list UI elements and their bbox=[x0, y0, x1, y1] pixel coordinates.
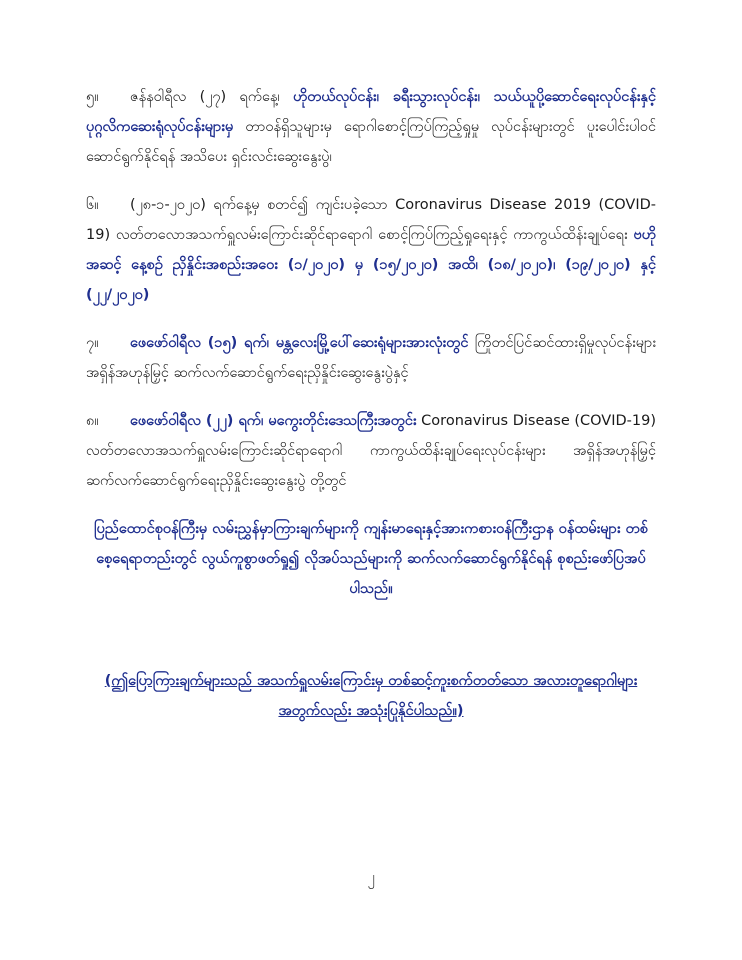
paragraph-number: ၆။ bbox=[86, 197, 99, 213]
highlighted-text: ဖေဖော်ဝါရီလ (၁၅) ရက်၊ မန္တလေးမြို့ပေါ်ဆေးရုံများအားလုံးတွင် bbox=[130, 335, 469, 351]
body-text: ဇန်နဝါရီလ (၂၇) ရက်နေ့၊ bbox=[130, 89, 294, 105]
paragraph-1 bbox=[86, 82, 656, 172]
highlighted-text: ဗဟိုအဆင့် နေ့စဉ် ညှိနှိုင်းအစည်းအဝေး (၁/၂၀၂၀) မှ (၁၅/၂၀၂၀) အထိ၊ (၁၈/၂၀၂၀)၊ (၁၉/၂၀၂၀) နှင့် (၂၂/၂၀၂၀) bbox=[86, 227, 656, 303]
paragraph-number: ၈။ bbox=[86, 413, 99, 429]
paragraph-2 bbox=[86, 190, 656, 310]
paragraph-number: ၅။ bbox=[86, 89, 99, 105]
paragraph-number: ၇။ bbox=[86, 335, 99, 351]
body-text: Coronavirus Disease (COVID-19) လတ်တလောအသက်ရှူလမ်းကြောင်းဆိုင်ရာရောဂါ ကာကွယ်ထိန်းချုပ်ရေးလုပ်ငန်းများ အရှိန်အဟုန်မြှင့် ဆက်လက်ဆောင်ရွက်ရေးညှိနှိုင်းဆွေးနွေးပွဲ တို့တွင် bbox=[86, 413, 657, 489]
body-text: (၂၈-၁-၂၀၂၀) ရက်နေ့မှ စတင်၍ ကျင်းပခဲ့သော Coronavirus Disease 2019 (COVID-19) လတ်တလောအသက်ရှူလမ်းကြောင်းဆိုင်ရာရောဂါ စောင့်ကြပ်ကြည့်ရှုရေးနှင့် ကာကွယ်ထိန်းချုပ်ရေး bbox=[86, 197, 656, 243]
highlighted-text: ဖေဖော်ဝါရီလ (၂၂) ရက်၊ မကွေးတိုင်းဒေသကြီးအတွင်း bbox=[130, 413, 417, 429]
paragraph-3 bbox=[86, 328, 656, 388]
body-text: တာဝန်ရှိသူများမှ ရောဂါစောင့်ကြပ်ကြည့်ရှုမှု လုပ်ငန်းများတွင် ပူးပေါင်းပါဝင်ဆောင်ရွက်နိုင်ရန် အသိပေး ရှင်းလင်းဆွေးနွေးပွဲ၊ bbox=[86, 119, 656, 165]
footnote: (ဤပြောကြားချက်များသည် အသက်ရှူလမ်းကြောင်းမှ တစ်ဆင့်ကူးစက်တတ်သော အလားတူရောဂါများအတွက်လည်း အသုံးပြုနိုင်ပါသည်။) bbox=[104, 673, 638, 719]
highlighted-text: ဟိုတယ်လုပ်ငန်း၊ ခရီးသွားလုပ်ငန်း၊ သယ်ယူပို့ဆောင်ရေးလုပ်ငန်းနှင့် ပုဂ္ဂလိကဆေးရုံလုပ်ငန်းများမှ bbox=[86, 89, 656, 135]
closing-statement: ပြည်ထောင်စုဝန်ကြီးမှ လမ်းညွှန်မှာကြားချက်များကို ကျန်းမာရေးနှင့်အားကစားဝန်ကြီးဌာန ဝန်ထမ်းများ တစ်စေ့ရေရာတည်းတွင် လွယ်ကူစွာဖတ်ရှု၍ လိုအပ်သည်များကို ဆက်လက်ဆောင်ရွက်နိုင်ရန် စုစည်းဖော်ပြအပ်ပါသည်။ bbox=[94, 521, 648, 597]
body-text: ကြိုတင်ပြင်ဆင်ထားရှိမှုလုပ်ငန်းများ အရှိန်အဟုန်မြှင့် ဆက်လက်ဆောင်ရွက်ရေးညှိနှိုင်းဆွေးနွေးပွဲနှင့် bbox=[86, 335, 656, 381]
paragraph-4 bbox=[86, 406, 656, 496]
page-number: ၂ bbox=[367, 868, 375, 886]
paragraph-list bbox=[86, 82, 656, 496]
